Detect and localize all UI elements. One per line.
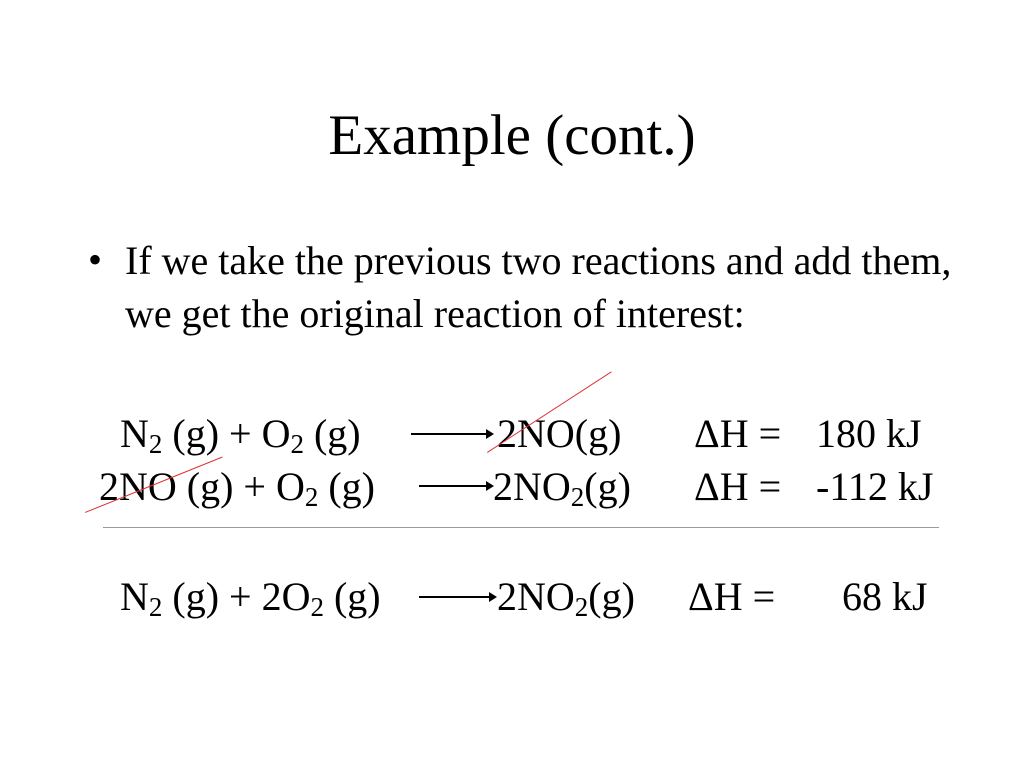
reaction-1-dh-value: 180 kJ [816,411,922,456]
reaction-2-reactants: 2NO $(g) + O_2$ (g) [99,464,375,512]
net-reaction-arrow-icon [419,596,495,598]
reaction-1-arrow-icon [411,433,492,435]
net-reaction-product: $2NO_2(g)$ [497,574,635,622]
reaction-2-product: $2NO_2(g)$ [493,464,631,512]
reaction-1-product: 2NO(g) [497,411,622,456]
reaction-2-dh-value: -112 kJ [816,464,934,509]
bullet-text: If we take the previous two reactions and add them, we get the original reaction of interest: [125,238,952,336]
summation-line [103,527,939,528]
net-reaction-reactants: $N_2$ $(g) + 2O_2$ (g) [120,574,381,622]
reaction-1-dh-label: ΔH = [694,411,782,456]
net-reaction-dh-label: ΔH = [688,574,776,619]
reaction-2-arrow-icon [419,485,492,487]
bullet-dot-icon: • [88,237,103,282]
net-reaction-dh-value: 68 kJ [842,574,928,619]
reaction-1-reactants: $N_2$ $(g) + O_2$ (g) [120,411,361,459]
slide-title: Example (cont.) [328,104,696,167]
reaction-2-dh-label: ΔH = [694,464,782,509]
